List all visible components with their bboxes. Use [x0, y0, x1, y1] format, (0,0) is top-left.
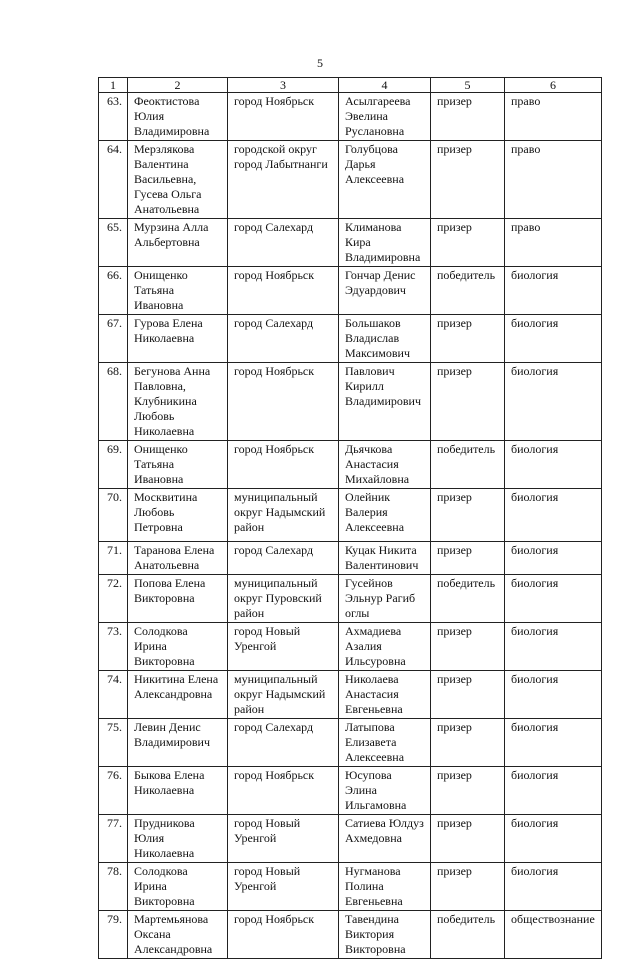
table-row [99, 719, 602, 767]
table-row [99, 863, 602, 911]
results-table [98, 77, 602, 959]
status-cell: призер [431, 542, 505, 575]
student-name-cell: Николаева Анастасия Евгеньевна [339, 671, 431, 719]
status-cell: победитель [431, 441, 505, 489]
teacher-name-cell: Прудникова Юлия Николаевна [128, 815, 228, 863]
subject-cell: право [505, 219, 602, 267]
student-name-cell: Большаков Владислав Максимович [339, 315, 431, 363]
teacher-name-cell: Гурова Елена Николаевна [128, 315, 228, 363]
municipality-cell: город Салехард [228, 719, 339, 767]
student-name-cell: Гончар Денис Эдуардович [339, 267, 431, 315]
municipality-cell: город Ноябрьск [228, 363, 339, 441]
row-number-cell: 72. [99, 575, 128, 623]
status-cell: призер [431, 863, 505, 911]
teacher-name-cell: Бегунова Анна Павловна, Клубникина Любовь Николаевна [128, 363, 228, 441]
municipality-cell: город Новый Уренгой [228, 623, 339, 671]
teacher-name-cell: Солодкова Ирина Викторовна [128, 623, 228, 671]
subject-cell: биология [505, 363, 602, 441]
row-number-cell: 69. [99, 441, 128, 489]
table-row [99, 671, 602, 719]
student-name-cell: Тавендина Виктория Викторовна [339, 911, 431, 959]
row-number-cell: 65. [99, 219, 128, 267]
municipality-cell: муниципальный округ Надымский район [228, 671, 339, 719]
table-row [99, 267, 602, 315]
municipality-cell: город Ноябрьск [228, 441, 339, 489]
municipality-cell: город Новый Уренгой [228, 863, 339, 911]
teacher-name-cell: Феоктистова Юлия Владимировна [128, 93, 228, 141]
row-number-cell: 76. [99, 767, 128, 815]
teacher-name-cell: Левин Денис Владимирович [128, 719, 228, 767]
student-name-cell: Ахмадиева Азалия Ильсуровна [339, 623, 431, 671]
teacher-name-cell: Мартемьянова Оксана Александровна [128, 911, 228, 959]
municipality-cell: город Салехард [228, 315, 339, 363]
table-row [99, 93, 602, 141]
municipality-cell: город Салехард [228, 542, 339, 575]
row-number-cell: 66. [99, 267, 128, 315]
subject-cell: биология [505, 623, 602, 671]
student-name-cell: Юсупова Элина Ильгамовна [339, 767, 431, 815]
table-body [99, 93, 602, 959]
municipality-cell: город Салехард [228, 219, 339, 267]
header-col-5: 5 [431, 78, 505, 93]
table-row [99, 623, 602, 671]
teacher-name-cell: Мурзина Алла Альбертовна [128, 219, 228, 267]
teacher-name-cell: Солодкова Ирина Викторовна [128, 863, 228, 911]
student-name-cell: Гусейнов Эльнур Рагиб оглы [339, 575, 431, 623]
table-row [99, 141, 602, 219]
header-col-2: 2 [128, 78, 228, 93]
subject-cell: биология [505, 863, 602, 911]
row-number-cell: 63. [99, 93, 128, 141]
student-name-cell: Сатиева Юлдуз Ахмедовна [339, 815, 431, 863]
municipality-cell: город Новый Уренгой [228, 815, 339, 863]
subject-cell: биология [505, 767, 602, 815]
row-number-cell: 67. [99, 315, 128, 363]
subject-cell: биология [505, 267, 602, 315]
teacher-name-cell: Онищенко Татьяна Ивановна [128, 441, 228, 489]
table-row [99, 815, 602, 863]
student-name-cell: Куцак Никита Валентинович [339, 542, 431, 575]
page-number: 5 [317, 56, 323, 70]
row-number-cell: 73. [99, 623, 128, 671]
status-cell: призер [431, 623, 505, 671]
status-cell: победитель [431, 267, 505, 315]
subject-cell: биология [505, 441, 602, 489]
status-cell: призер [431, 93, 505, 141]
header-col-6: 6 [505, 78, 602, 93]
subject-cell: биология [505, 815, 602, 863]
municipality-cell: муниципальный округ Пуровский район [228, 575, 339, 623]
municipality-cell: город Ноябрьск [228, 93, 339, 141]
subject-cell: биология [505, 489, 602, 542]
status-cell: призер [431, 363, 505, 441]
status-cell: призер [431, 315, 505, 363]
student-name-cell: Латыпова Елизавета Алексеевна [339, 719, 431, 767]
teacher-name-cell: Быкова Елена Николаевна [128, 767, 228, 815]
header-row [99, 78, 602, 93]
municipality-cell: город Ноябрьск [228, 911, 339, 959]
row-number-cell: 74. [99, 671, 128, 719]
row-number-cell: 71. [99, 542, 128, 575]
row-number-cell: 70. [99, 489, 128, 542]
row-number-cell: 64. [99, 141, 128, 219]
header-col-3: 3 [228, 78, 339, 93]
municipality-cell: город Ноябрьск [228, 767, 339, 815]
municipality-cell: городской округ город Лабытнанги [228, 141, 339, 219]
student-name-cell: Нугманова Полина Евгеньевна [339, 863, 431, 911]
table-row [99, 315, 602, 363]
status-cell: призер [431, 815, 505, 863]
row-number-cell: 77. [99, 815, 128, 863]
teacher-name-cell: Онищенко Татьяна Ивановна [128, 267, 228, 315]
municipality-cell: город Ноябрьск [228, 267, 339, 315]
municipality-cell: муниципальный округ Надымский район [228, 489, 339, 542]
subject-cell: обществознание [505, 911, 602, 959]
teacher-name-cell: Москвитина Любовь Петровна [128, 489, 228, 542]
table-row [99, 575, 602, 623]
status-cell: призер [431, 719, 505, 767]
status-cell: призер [431, 489, 505, 542]
row-number-cell: 68. [99, 363, 128, 441]
row-number-cell: 78. [99, 863, 128, 911]
header-col-1: 1 [99, 78, 128, 93]
subject-cell: биология [505, 542, 602, 575]
status-cell: призер [431, 767, 505, 815]
status-cell: призер [431, 141, 505, 219]
student-name-cell: Асылгареева Эвелина Руслановна [339, 93, 431, 141]
student-name-cell: Олейник Валерия Алексеевна [339, 489, 431, 542]
status-cell: победитель [431, 911, 505, 959]
table-row [99, 219, 602, 267]
header-col-4: 4 [339, 78, 431, 93]
subject-cell: биология [505, 719, 602, 767]
teacher-name-cell: Никитина Елена Александровна [128, 671, 228, 719]
student-name-cell: Павлович Кирилл Владимирович [339, 363, 431, 441]
subject-cell: биология [505, 671, 602, 719]
table-row [99, 542, 602, 575]
row-number-cell: 75. [99, 719, 128, 767]
subject-cell: право [505, 141, 602, 219]
status-cell: победитель [431, 575, 505, 623]
student-name-cell: Голубцова Дарья Алексеевна [339, 141, 431, 219]
table-row [99, 489, 602, 542]
student-name-cell: Дьячкова Анастасия Михайловна [339, 441, 431, 489]
table-row [99, 911, 602, 959]
teacher-name-cell: Мерзлякова Валентина Васильевна, Гусева Ольга Анатольевна [128, 141, 228, 219]
subject-cell: биология [505, 315, 602, 363]
row-number-cell: 79. [99, 911, 128, 959]
table-row [99, 767, 602, 815]
subject-cell: биология [505, 575, 602, 623]
student-name-cell: Климанова Кира Владимировна [339, 219, 431, 267]
status-cell: призер [431, 219, 505, 267]
teacher-name-cell: Попова Елена Викторовна [128, 575, 228, 623]
table-row [99, 363, 602, 441]
table-header [99, 78, 602, 93]
table-row [99, 441, 602, 489]
status-cell: призер [431, 671, 505, 719]
subject-cell: право [505, 93, 602, 141]
teacher-name-cell: Таранова Елена Анатольевна [128, 542, 228, 575]
